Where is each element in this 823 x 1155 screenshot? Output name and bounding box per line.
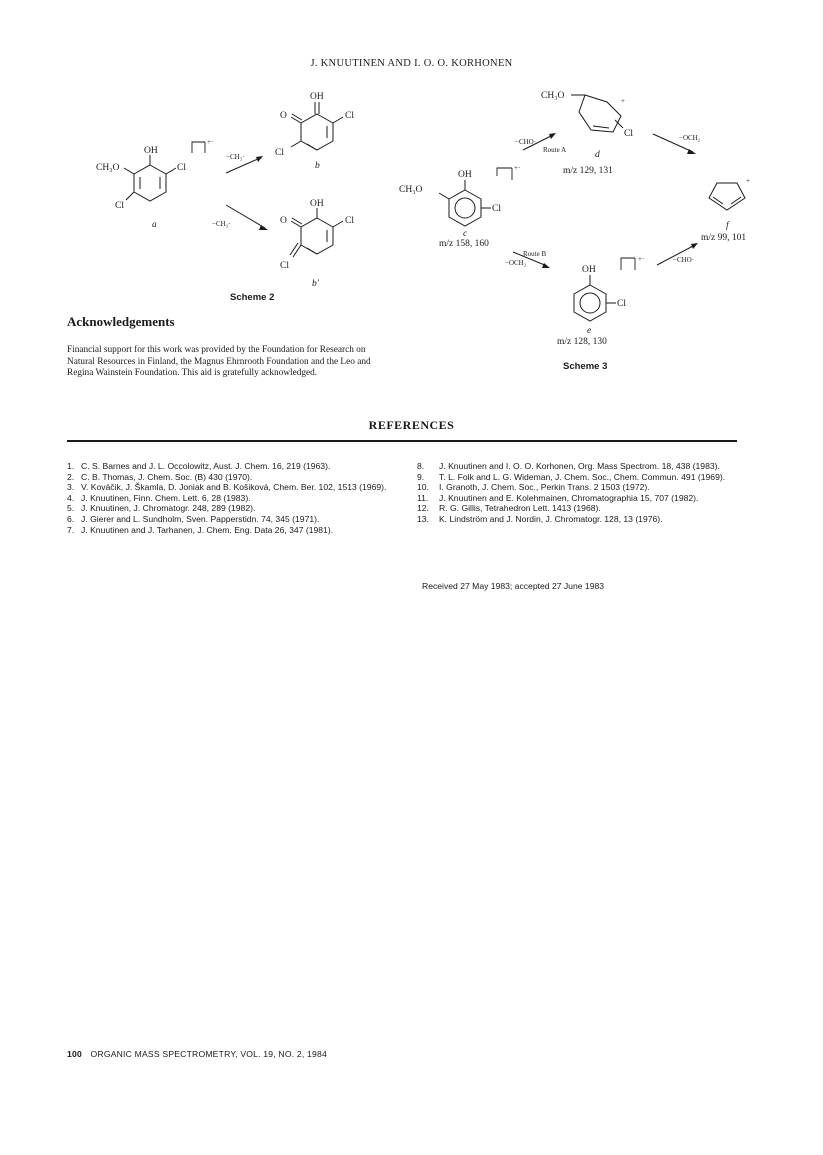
received-date: Received 27 May 1983; accepted 27 June 1983 [422, 581, 605, 591]
reference-number: 6. [67, 513, 75, 524]
reference-item [417, 482, 742, 493]
reference-text: V. Kováčik, J. Škamla, D. Joniak and B. Košiková, Chem. Ber. 102, 1513 (1969). [81, 482, 387, 493]
label-b-prime: b′ [312, 279, 319, 289]
reference-text: T. L. Folk and L. G. Wideman, J. Chem. Soc., Chem. Commun. 491 (1969). [439, 471, 726, 482]
label-mz-e: m/z 128, 130 [557, 337, 607, 347]
bracket-e [621, 258, 635, 270]
reference-text: K. Lindström and J. Nordin, J. Chromatogr. 128, 13 (1976). [439, 513, 663, 524]
reference-number: 7. [67, 524, 75, 535]
reference-item [417, 492, 742, 504]
journal-citation: ORGANIC MASS SPECTROMETRY, VOL. 19, NO. 2, 1984 [90, 1049, 327, 1059]
label-loss-ch3-bottom: −CH₃· [212, 220, 231, 228]
scheme-3-figure [395, 80, 775, 375]
label-a-ch3o: CH₃O [96, 163, 120, 173]
label-bp-cl-left: Cl [280, 261, 289, 271]
running-header: J. KNUUTINEN AND I. O. O. KORHONEN [310, 58, 513, 69]
label-a-oh: OH [144, 146, 158, 156]
reference-number: 12. [417, 503, 429, 514]
reference-number: 2. [67, 471, 75, 482]
reference-text: C. B. Thomas, J. Chem. Soc. (B) 430 (1970). [81, 471, 253, 482]
scheme-3-caption: Scheme 3 [563, 361, 608, 372]
molecule-b [291, 102, 343, 150]
reference-text: J. Knuutinen and E. Kolehmainen, Chromatographia 15, 707 (1982). [439, 492, 699, 503]
reference-number: 8. [417, 461, 425, 471]
label-b: b [315, 161, 320, 171]
label-f: f [726, 221, 729, 231]
bracket-a [192, 142, 205, 153]
references-right-column [417, 461, 742, 525]
reference-item [67, 514, 397, 525]
reference-text: R. G. Gillis, Tetrahedron Lett. 1413 (1968). [439, 503, 601, 514]
label-c-ch3o: CH₃O [399, 185, 423, 195]
reference-text: J. Knuutinen, J. Chromatogr. 248, 289 (1982). [81, 503, 256, 514]
acknowledgements-heading: Acknowledgements [67, 314, 175, 329]
reference-item [67, 482, 397, 493]
reference-number: 4. [67, 492, 75, 503]
label-loss-cho-right: −CHO· [673, 256, 695, 264]
scheme-2-caption: Scheme 2 [230, 292, 275, 303]
label-b-o: O [280, 111, 287, 121]
molecule-e [574, 275, 616, 321]
label-loss-ch3-top: −CH₃· [226, 153, 245, 161]
label-e-oh: OH [582, 265, 596, 275]
label-c-oh: OH [458, 170, 472, 180]
reference-text: J. Knuutinen and I. O. O. Korhonen, Org. Mass Spectrom. 18, 438 (1983). [439, 461, 720, 471]
label-c: c [463, 229, 468, 239]
molecule-b-prime [290, 208, 343, 257]
reference-text: J. Knuutinen and J. Tarhanen, J. Chem. Eng. Data 26, 347 (1981). [81, 524, 334, 535]
page-footer [67, 1049, 327, 1059]
label-bp-cl-right: Cl [345, 216, 354, 226]
reference-item [67, 525, 397, 536]
references-left-column [67, 461, 397, 535]
reference-number: 11. [417, 492, 429, 503]
label-a: a [152, 220, 157, 230]
page-number: 100 [67, 1049, 82, 1059]
reference-item [67, 493, 397, 504]
label-b-oh: OH [310, 92, 324, 102]
reference-text: I. Granoth, J. Chem. Soc., Perkin Trans. 2 1503 (1972). [439, 482, 650, 493]
molecule-f [709, 183, 745, 210]
reference-item [67, 503, 397, 514]
label-d-ch3o: CH₃O [541, 91, 565, 101]
reference-number: 1. [67, 461, 75, 471]
reference-item [417, 513, 742, 525]
label-b-cl-left: Cl [275, 148, 284, 158]
reference-number: 5. [67, 503, 75, 514]
label-mz-f: m/z 99, 101 [701, 233, 747, 243]
label-mz-d: m/z 129, 131 [563, 166, 613, 176]
reference-item [417, 503, 742, 514]
references-heading: REFERENCES [368, 418, 455, 432]
reference-item [417, 471, 742, 483]
label-a-radical: +· [207, 138, 214, 146]
label-c-radical: +· [514, 164, 521, 172]
label-c-cl: Cl [492, 204, 501, 214]
label-e: e [587, 326, 592, 336]
label-d-cl: Cl [624, 129, 633, 139]
reference-item [67, 472, 397, 483]
label-loss-cho-a: −CHO· [515, 138, 537, 146]
reference-number: 13. [417, 513, 429, 524]
label-a-cl-right: Cl [177, 163, 186, 173]
reference-number: 9. [417, 471, 425, 482]
label-loss-och2-b: −OCH₂ [505, 259, 527, 267]
label-e-cl: Cl [617, 299, 626, 309]
label-route-a: Route A [543, 146, 567, 154]
label-a-cl-bottom: Cl [115, 201, 124, 211]
acknowledgements-text: Financial support for this work was provided by the Foundation for Research on Natural Resources in Finland, the Magnus Ehrnrooth Foundation and the Leo and Regina Wainstein Foundation. This aid is gratefully acknowledged. [67, 345, 371, 379]
reference-text: J. Knuutinen, Finn. Chem. Lett. 6, 28 (1983). [81, 492, 251, 503]
label-route-b: Route B [523, 250, 547, 258]
reference-number: 10. [417, 482, 429, 493]
references-rule [67, 440, 737, 442]
label-bp-o: O [280, 216, 287, 226]
label-loss-och2-right: −OCH₂ [679, 134, 701, 142]
label-b-cl-right: Cl [345, 111, 354, 121]
reference-item [417, 461, 742, 472]
label-d-plus: + [621, 97, 625, 105]
molecule-d [571, 95, 623, 132]
label-bp-oh: OH [310, 199, 324, 209]
molecule-c [439, 180, 491, 226]
bracket-c [497, 168, 512, 180]
scheme-2-figure [80, 80, 380, 305]
molecule-a [124, 155, 176, 201]
reference-number: 3. [67, 482, 75, 493]
reference-text: C. S. Barnes and J. L. Occolowitz, Aust. J. Chem. 16, 219 (1963). [81, 461, 331, 471]
label-d: d [595, 150, 600, 160]
label-f-plus: + [746, 177, 750, 185]
label-mz-c: m/z 158, 160 [439, 239, 489, 249]
reference-item [67, 461, 397, 472]
reference-text: J. Gierer and L. Sundholm, Sven. Papperstidn. 74, 345 (1971). [81, 513, 320, 524]
label-e-radical: +· [638, 255, 645, 263]
